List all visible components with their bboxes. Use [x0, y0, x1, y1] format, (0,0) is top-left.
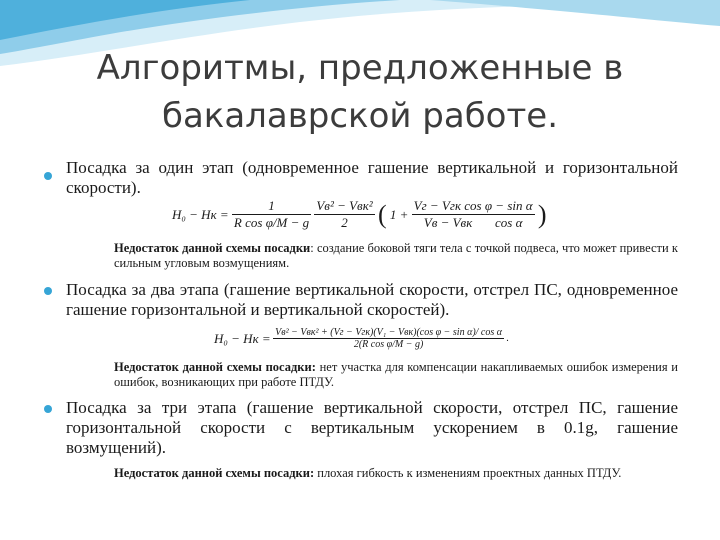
bullet-3-dot — [44, 405, 52, 413]
formula-1-fraction-b-num: Vв² − Vвк² — [316, 198, 373, 213]
formula-2-fraction-den: 2(R cos φ/M − g) — [353, 339, 424, 350]
formula-1: H₀ − Hк = $\frac{1}{\text{R cos φ/M − g}}$ $\frac{\text{Vв² − Vвк²}}{2}$ ( 1 + $\frac{\text{Vг − Vгк cos φ − sin α}}{\text{Vв − Vвк cos α}}$ ) — [172, 198, 547, 230]
formula-1-lhs: H₀ − Hк = — [172, 206, 229, 222]
slide-title-line-1: Алгоритмы, предложенные в — [96, 48, 624, 88]
bullet-2-drawback-text: нет участка для компенсации накапливаемых ошибок измерения и ошибок, возникающих при работе ПТДУ. — [114, 360, 678, 389]
bullet-2-dot — [44, 287, 52, 295]
bullet-1-dot — [44, 172, 52, 180]
bullet-3-drawback-label: Недостаток данной схемы посадки: — [114, 466, 315, 480]
formula-1-one-plus: 1 + — [389, 206, 409, 222]
formula-1-fraction-b — [314, 198, 374, 231]
bullet-2-drawback-note — [114, 360, 678, 390]
formula-1-fraction-c-num: Vг − Vгк cos φ − sin α — [413, 198, 533, 213]
bullet-3-drawback-note — [114, 466, 678, 481]
formula-2-fraction — [273, 327, 504, 350]
bullet-2-text: Посадка за два этапа (гашение вертикальной скорости, отстрел ПС, одновременное гашение горизонтальной и вертикальной скоростей). — [66, 280, 678, 319]
bullet-1-drawback-text: : создание боковой тяги тела с точкой подвеса, что может привести к сильным угловым возмущениям. — [114, 241, 678, 270]
formula-2-lhs: H₀ − Hк = — [214, 330, 271, 346]
bullet-1-drawback-label: Недостаток данной схемы посадки — [114, 241, 311, 255]
bullet-3-drawback-text: плохая гибкость к изменениям проектных данных ПТДУ. — [314, 466, 622, 480]
formula-2-tail: . — [506, 333, 510, 344]
formula-1-fraction-c-den: Vв − Vвк cos α — [423, 215, 523, 230]
formula-1-fraction-a — [232, 198, 311, 231]
bullet-2-drawback-label: Недостаток данной схемы посадки: — [114, 360, 316, 374]
bullet-1-text: Посадка за один этап (одновременное гашение вертикальной и горизонтальной скорости). — [66, 158, 678, 197]
bullet-3-text: Посадка за три этапа (гашение вертикальной скорости, отстрел ПС, гашение горизонтальной скорости с вертикальным ускорением в 0.1g, гашение возмущений). — [66, 398, 678, 457]
slide-title-line-2: бакалаврской работе. — [161, 96, 558, 136]
slide-title — [60, 44, 660, 140]
formula-2-fraction-num: Vв² − Vвк² + (Vг − Vгк)(V₁ − Vвк)(cos φ − sin α)/ cos α — [275, 327, 503, 338]
formula-2 — [214, 327, 509, 350]
formula-1-fraction-b-den: 2 — [341, 215, 348, 230]
formula-1-fraction-c — [412, 198, 535, 231]
formula-1-fraction-a-den: R cos φ/M − g — [233, 215, 310, 230]
bullet-1-drawback-note — [114, 241, 678, 271]
formula-1-fraction-a-num: 1 — [232, 198, 311, 215]
